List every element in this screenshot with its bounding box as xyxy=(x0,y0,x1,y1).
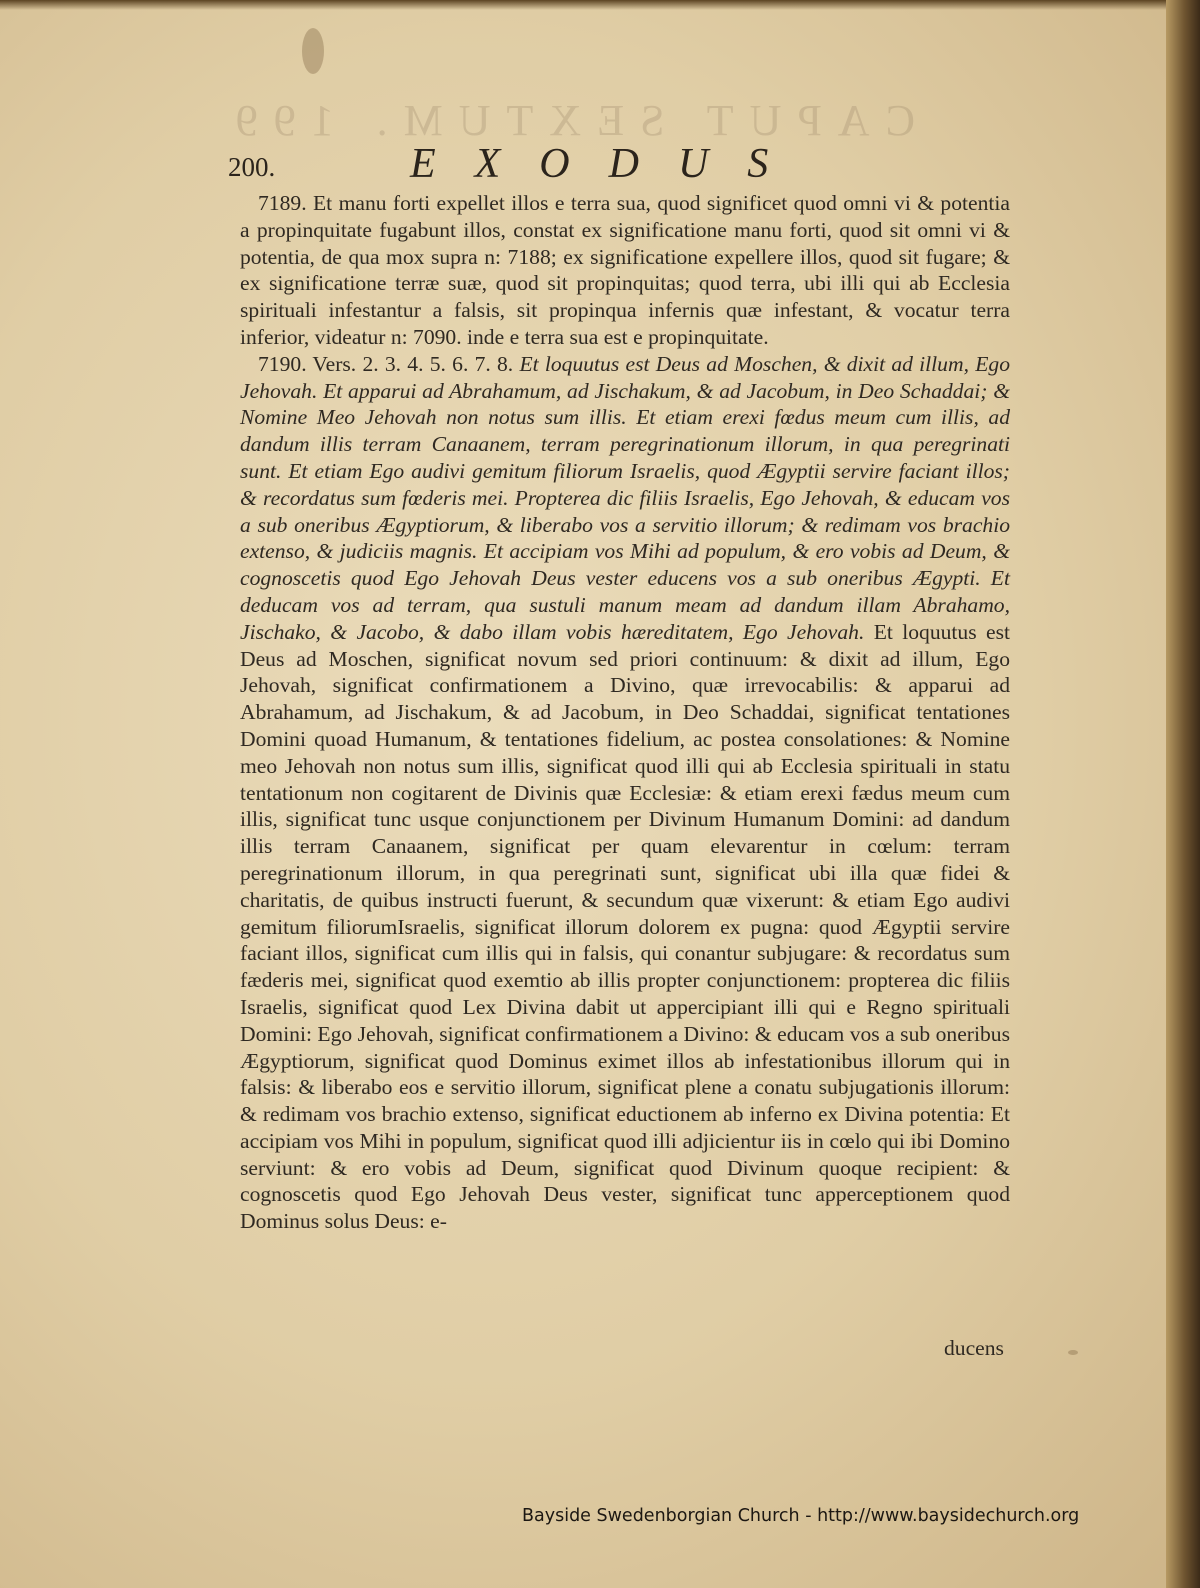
paragraph-7190 xyxy=(240,351,1010,1235)
paragraph-7190-lead: 7190. Vers. 2. 3. 4. 5. 6. 7. 8. xyxy=(258,351,514,376)
website-watermark: Bayside Swedenborgian Church - http://www.baysidechurch.org xyxy=(522,1506,1080,1526)
catchword: ducens xyxy=(944,1336,1004,1360)
verse-quotation: Et loquutus est Deus ad Moschen, & dixit ad illum, Ego Jehovah. Et apparui ad Abrahamum, ad Jischakum, & ad Jacobum, in Deo Schaddai; & Nomine Meo Jehovah non notus sum illis. Et etiam erexi fœdus meum cum illis, ad dandum illis terram Canaanem, terram peregrinationum illorum, in qua peregrinati sunt. Et etiam Ego audivi gemitum filiorum Israelis, quod Ægyptii servire faciant illos; & recordatus sum fœderis mei. Propterea dic filiis Israelis, Ego Jehovah, & educam vos a sub oneribus Ægyptiorum, & liberabo vos a servitio illorum; & redimam vos brachio extenso, & judiciis magnis. Et accipiam vos Mihi ad populum, & ero vobis ad Deum, & cognoscetis quod Ego Jehovah Deus vester educens vos a sub oneribus Ægypti. Et deducam vos ad terram, qua sustuli manum meam ad dandum illam Abrahamo, Jischako, & Jacobo, & dabo illam vobis hæreditatem, Ego Jehovah. xyxy=(240,351,1010,644)
paragraph-7189: 7189. Et manu forti expellet illos e terra sua, quod significet quod omni vi & potentia a propinquitate fugabunt illos, constat ex significatione manu forti, quod sit omni vi & potentia, de qua mox supra n: 7188; ex significatione expellere illos, quod sit fugare; & ex significatione terræ suæ, quod sit propinquitas; quod terra, ubi illi qui ab Ecclesia spirituali infestantur a falsis, sit propinqua infernis quæ infestant, & vocatur terra inferior, videatur n: 7090. inde e terra sua est e propinquitate. xyxy=(240,191,1010,349)
running-title: EXODUS xyxy=(410,141,808,187)
page-number: 200. xyxy=(228,152,276,182)
page-header xyxy=(228,140,848,190)
book-gutter-shadow xyxy=(1166,0,1200,1588)
ink-blot xyxy=(1068,1350,1078,1355)
ink-blot xyxy=(302,28,324,74)
body-text xyxy=(240,190,1010,1235)
page-top-edge xyxy=(0,0,1200,10)
bleed-through-header: CAPUT SEXTUM. 199 xyxy=(219,96,915,145)
verse-exposition: Et loquutus est Deus ad Moschen, significat novum sed priori continuum: & dixit ad illum, Ego Jehovah, significat confirmationem a Divino, quæ irrevocabilis: & apparui ad Abrahamum, ad Jischakum, & ad Jacobum, in Deo Schaddai, significat tentationes Domini quoad Humanum, & tentationes fidelium, ac postea consolationes: & Nomine meo Jehovah non notus sum illis, significat quod illi qui ab Ecclesia spirituali in statu tentationum non cogitarent de Divinis quæ Ecclesiæ: & etiam erexi fædus meum cum illis, significat tunc usque conjunctionem per Divinum Humanum Domini: ad dandum illis terram Canaanem, significat per quam elevarentur in cœlum: terram peregrinationum illorum, in qua peregrinati sunt, significat ubi illa quæ fidei & charitatis, de quibus instructi fuerunt, & secundum quæ vixerunt: & etiam Ego audivi gemitum filiorumIsraelis, significat illorum dolorem ex pugna: quod Ægyptii servire faciant illos, significat cum illis qui in falsis, qui conantur subjugare: & recordatus sum fæderis mei, significat quod exemtio ab illis propter conjunctionem: propterea dic filiis Israelis, significat quod Lex Divina dabit ut appercipiant illi qui e Regno spirituali Domini: Ego Jehovah, significat confirmationem a Divino: & educam vos a sub oneribus Ægyptiorum, significat quod Dominus eximet illos ab infestationibus illorum qui in falsis: & liberabo eos e servitio illorum, significat plene a conatu subjugationis illorum: & redimam vos brachio extenso, significat eductionem ab inferno ex Divina potentia: Et accipiam vos Mihi in populum, significat quod illi adjicientur iis in cœlo qui ibi Domino serviunt: & ero vobis ad Deum, significat quod Divinum quoque recipient: & cognoscetis quod Ego Jehovah Deus vester, significat tunc apperceptionem quod Dominus solus Deus: e- xyxy=(240,619,1010,1234)
